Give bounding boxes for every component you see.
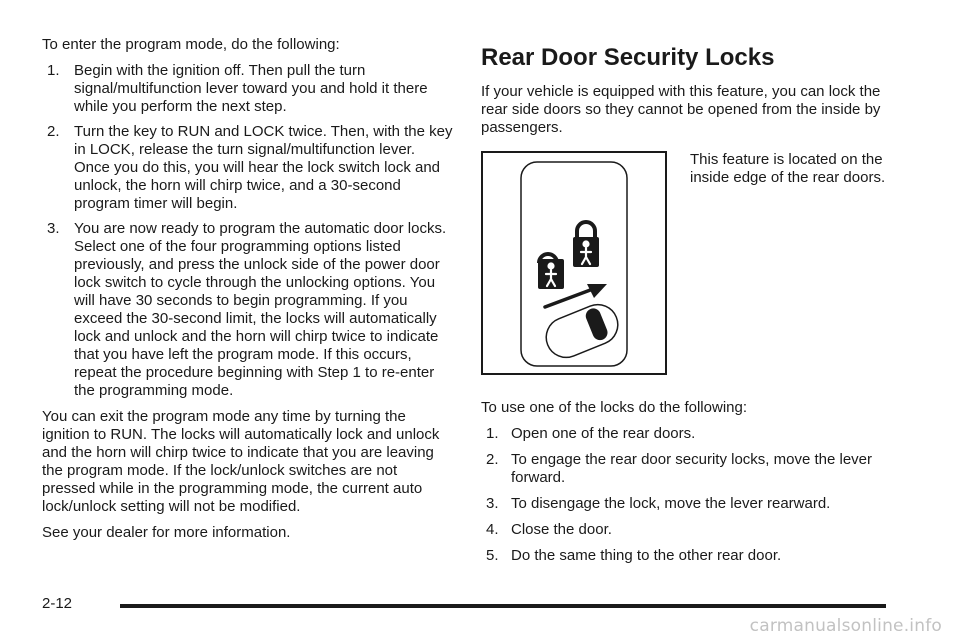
- list-item: [481, 425, 901, 443]
- step-number: 2.: [486, 451, 499, 468]
- step-number: 1.: [47, 62, 60, 79]
- left-column: [42, 36, 454, 550]
- step-text: Do the same thing to the other rear door.: [511, 547, 782, 564]
- step-text: Close the door.: [511, 521, 612, 538]
- list-item: [42, 123, 454, 213]
- program-steps-list: [42, 62, 454, 400]
- list-item: [481, 547, 901, 565]
- figure-row: [481, 151, 901, 383]
- step-number: 3.: [486, 495, 499, 512]
- step-number: 2.: [47, 123, 60, 140]
- use-steps-list: [481, 425, 901, 565]
- list-item: [481, 521, 901, 539]
- footer-divider: [120, 604, 886, 608]
- watermark: carmanualsonline.info: [749, 616, 942, 636]
- page-number: 2-12: [42, 595, 73, 612]
- dealer-note: See your dealer for more information.: [42, 524, 291, 541]
- child-lock-figure: [481, 151, 667, 375]
- step-text: Open one of the rear doors.: [511, 425, 696, 442]
- child-lock-lever-icon: [483, 153, 665, 373]
- exit-program-paragraph: You can exit the program mode any time by turning the ignition to RUN. The locks will automatically lock and unlock and the horn will chirp twice to indicate that you are leaving the program mode. If the lock/unlock switches are not pressed while in the programming mode, the current auto lock/unlock setting will not be modified.: [42, 408, 440, 515]
- step-text: Begin with the ignition off. Then pull the turn signal/multifunction lever toward you and hold it there while you perform the next step.: [74, 62, 428, 115]
- figure-caption: This feature is located on the inside edge of the rear doors.: [690, 151, 886, 186]
- list-item: [481, 451, 901, 487]
- section-heading: Rear Door Security Locks: [481, 44, 775, 71]
- list-item: [481, 495, 901, 513]
- step-number: 3.: [47, 220, 60, 237]
- step-number: 5.: [486, 547, 499, 564]
- right-column: [481, 36, 901, 573]
- step-text: To engage the rear door security locks, move the lever forward.: [511, 451, 873, 486]
- step-number: 4.: [486, 521, 499, 538]
- use-locks-intro: To use one of the locks do the following:: [481, 399, 748, 416]
- security-locks-intro: If your vehicle is equipped with this feature, you can lock the rear side doors so they cannot be opened from the inside by passengers.: [481, 83, 881, 136]
- step-number: 1.: [486, 425, 499, 442]
- program-mode-intro: To enter the program mode, do the following:: [42, 36, 340, 53]
- step-text: To disengage the lock, move the lever rearward.: [511, 495, 831, 512]
- step-text: Turn the key to RUN and LOCK twice. Then, with the key in LOCK, release the turn signal/multifunction lever. Once you do this, you will hear the lock switch lock and unlock, the horn will chirp twice, and a 30-second program timer will begin.: [74, 123, 453, 212]
- list-item: [42, 220, 454, 400]
- list-item: [42, 62, 454, 116]
- step-text: You are now ready to program the automatic door locks. Select one of the four programming options listed previously, and press the unlock side of the power door lock switch to cycle through the unlocking options. You will have 30 seconds to begin programming. If you exceed the 30-second limit, the locks will automatically lock and unlock and the horn will chirp twice to indicate that you have left the program mode. If this occurs, repeat the procedure beginning with Step 1 to re-enter the programming mode.: [74, 220, 447, 399]
